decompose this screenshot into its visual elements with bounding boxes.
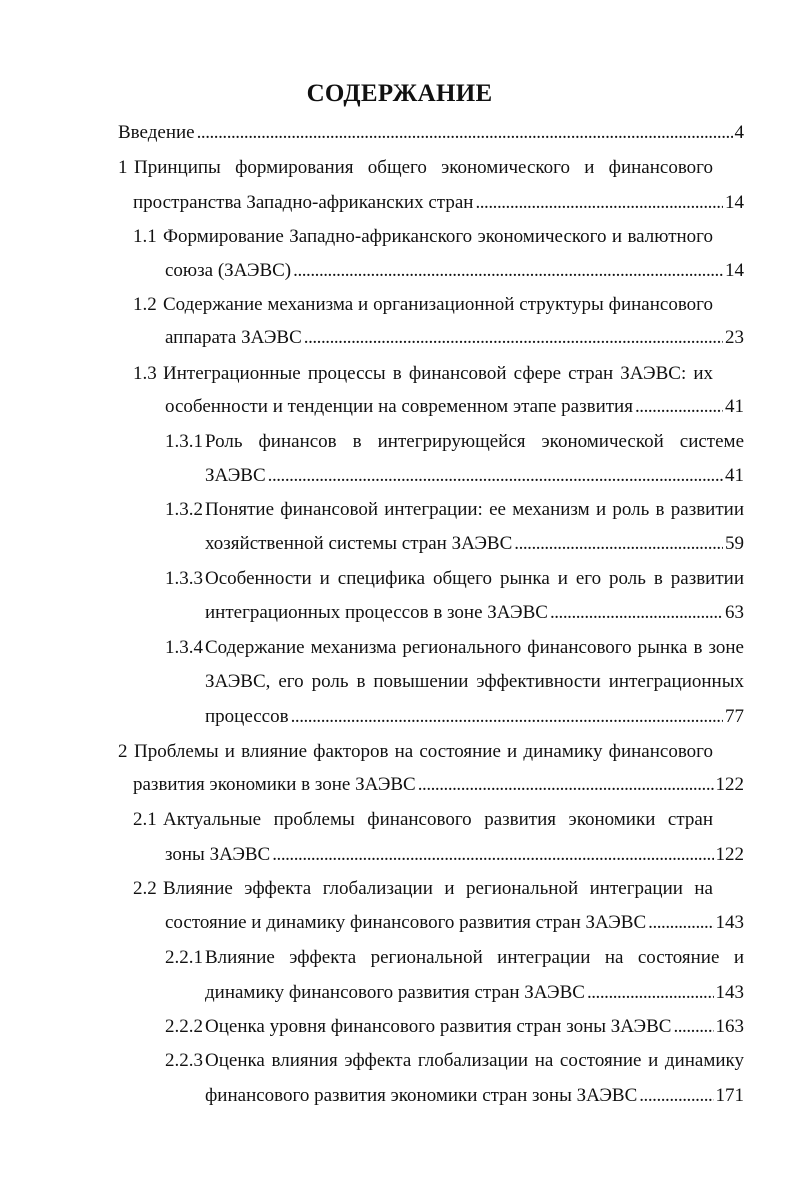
toc-entry-number: 1.3 — [133, 363, 157, 384]
toc-entry-number: 2.1 — [133, 809, 157, 830]
toc-entry-page: 122 — [715, 844, 744, 865]
toc-entry-title-cont: динамику финансового развития стран ЗАЭВС — [205, 982, 585, 1003]
toc-entry-number: 1.3.2 — [165, 499, 203, 520]
toc-entry-number: 1 — [118, 157, 128, 178]
leader-dots — [197, 119, 733, 147]
toc-entry-title: Интеграционные процессы в финансовой сфере стран ЗАЭВС: их — [163, 363, 713, 384]
toc-entry-s132-line2[interactable] — [205, 530, 744, 558]
page-title: СОДЕРЖАНИЕ — [306, 80, 493, 107]
toc-entry-s134-line2[interactable]: ЗАЭВС, его роль в повышении эффективности интеграционных — [205, 671, 744, 692]
toc-entry-title-cont: развития экономики в зоне ЗАЭВС — [133, 774, 416, 795]
toc-entry-title: Актуальные проблемы финансового развития экономики стран — [163, 809, 713, 830]
toc-entry-number: 1.3.4 — [165, 637, 203, 658]
toc-entry-page: 59 — [725, 533, 744, 554]
toc-entry-title: Понятие финансовой интеграции: ее механизм и роль в развитии — [205, 499, 744, 520]
toc-entry-page: 143 — [715, 982, 744, 1003]
toc-entry-title: Проблемы и влияние факторов на состояние и динамику финансового — [134, 741, 713, 762]
toc-entry-s134-line1[interactable] — [165, 634, 744, 662]
leader-dots — [639, 1082, 713, 1110]
leader-dots — [587, 979, 714, 1007]
leader-dots — [673, 1013, 713, 1041]
toc-entry-ch2-line1[interactable] — [118, 738, 713, 766]
leader-dots — [272, 841, 713, 869]
toc-entry-page: 4 — [734, 122, 744, 143]
toc-entry-s131-line1[interactable] — [165, 428, 744, 456]
toc-entry-title-cont: финансового развития экономики стран зоны ЗАЭВС — [205, 1085, 638, 1106]
toc-entry-title: Содержание механизма и организационной структуры финансового — [163, 294, 713, 315]
toc-entry-page: 77 — [725, 706, 744, 727]
toc-entry-title-cont: ЗАЭВС — [205, 465, 266, 486]
toc-entry-s22-line1[interactable] — [133, 875, 713, 903]
toc-entry-number: 1.3.3 — [165, 568, 203, 589]
toc-entry-s22-line2[interactable] — [165, 909, 744, 937]
toc-entry-number: 2.2.3 — [165, 1050, 203, 1071]
toc-entry-number: 2.2 — [133, 878, 157, 899]
toc-entry-page: 41 — [725, 396, 744, 417]
toc-entry-title: Принципы формирования общего экономического и финансового — [134, 157, 713, 178]
toc-entry-page: 14 — [725, 260, 744, 281]
toc-entry-s222[interactable] — [165, 1013, 744, 1041]
leader-dots — [550, 599, 723, 627]
toc-entry-s12-line2[interactable] — [165, 324, 744, 352]
toc-entry-title-cont: особенности и тенденции на современном этапе развития — [165, 396, 633, 417]
toc-entry-page: 163 — [715, 1016, 744, 1037]
toc-entry-number: 2.2.2 — [165, 1016, 203, 1037]
toc-entry-page: 41 — [725, 465, 744, 486]
toc-entry-title-cont: аппарата ЗАЭВС — [165, 327, 302, 348]
toc-entry-title-cont: интеграционных процессов в зоне ЗАЭВС — [205, 602, 548, 623]
toc-entry-ch1-line1[interactable] — [118, 154, 713, 182]
toc-entry-page: 23 — [725, 327, 744, 348]
toc-entry-title: Оценка влияния эффекта глобализации на состояние и динамику — [205, 1050, 744, 1071]
toc-entry-s13-line1[interactable] — [133, 360, 713, 388]
toc-entry-s12-line1[interactable] — [133, 291, 713, 319]
leader-dots — [514, 530, 723, 558]
toc-entry-page: 63 — [725, 602, 744, 623]
toc-entry-intro[interactable] — [118, 119, 744, 147]
toc-entry-title-cont: пространства Западно-африканских стран — [133, 192, 474, 213]
toc-entry-s11-line1[interactable] — [133, 223, 713, 251]
toc-entry-s13-line2[interactable] — [165, 393, 744, 421]
toc-entry-title-cont: союза (ЗАЭВС) — [165, 260, 292, 281]
leader-dots — [304, 324, 723, 352]
leader-dots — [475, 189, 723, 217]
toc-entry-s221-line1[interactable] — [165, 944, 744, 972]
toc-entry-page: 14 — [725, 192, 744, 213]
toc-entry-number: 2 — [118, 741, 128, 762]
toc-entry-title: Оценка уровня финансового развития стран зоны ЗАЭВС — [205, 1016, 672, 1037]
toc-entry-page: 143 — [715, 912, 744, 933]
leader-dots — [635, 393, 723, 421]
toc-entry-page: 122 — [715, 774, 744, 795]
toc-entry-s21-line1[interactable] — [133, 806, 713, 834]
toc-entry-ch1-line2[interactable] — [133, 189, 744, 217]
toc-entry-title: Содержание механизма регионального финансового рынка в зоне — [205, 637, 744, 658]
toc-entry-s133-line2[interactable] — [205, 599, 744, 627]
toc-entry-ch2-line2[interactable] — [133, 771, 744, 799]
toc-entry-title: Введение — [118, 122, 195, 143]
toc-entry-title: Влияние эффекта глобализации и региональной интеграции на — [163, 878, 713, 899]
toc-entry-page: 171 — [715, 1085, 744, 1106]
toc-entry-s223-line2[interactable] — [205, 1082, 744, 1110]
toc-entry-s131-line2[interactable] — [205, 462, 744, 490]
toc-entry-title: Роль финансов в интегрирующейся экономической системе — [205, 431, 744, 452]
toc-entry-title: Формирование Западно-африканского экономического и валютного — [163, 226, 713, 247]
leader-dots — [648, 909, 713, 937]
toc-entry-s133-line1[interactable] — [165, 565, 744, 593]
toc-entry-title-cont: зоны ЗАЭВС — [165, 844, 271, 865]
leader-dots — [418, 771, 714, 799]
toc-entry-s132-line1[interactable] — [165, 496, 744, 524]
toc-entry-title: Особенности и специфика общего рынка и его роль в развитии — [205, 568, 744, 589]
toc-entry-s21-line2[interactable] — [165, 841, 744, 869]
toc-entry-number: 1.3.1 — [165, 431, 203, 452]
toc-entry-number: 1.2 — [133, 294, 157, 315]
toc-entry-number: 2.2.1 — [165, 947, 203, 968]
leader-dots — [268, 462, 723, 490]
toc-entry-number: 1.1 — [133, 226, 157, 247]
toc-entry-s11-line2[interactable] — [165, 257, 744, 285]
toc-entry-title: Влияние эффекта региональной интеграции на состояние и — [205, 947, 744, 968]
toc-entry-s221-line2[interactable] — [205, 979, 744, 1007]
leader-dots — [293, 257, 723, 285]
toc-entry-title-cont: процессов — [205, 706, 289, 727]
toc-entry-title-cont: хозяйственной системы стран ЗАЭВС — [205, 533, 513, 554]
leader-dots — [291, 703, 723, 731]
toc-entry-s223-line1[interactable] — [165, 1047, 744, 1075]
toc-entry-s134-line3[interactable] — [205, 703, 744, 731]
toc-entry-title-cont: состояние и динамику финансового развития стран ЗАЭВС — [165, 912, 647, 933]
